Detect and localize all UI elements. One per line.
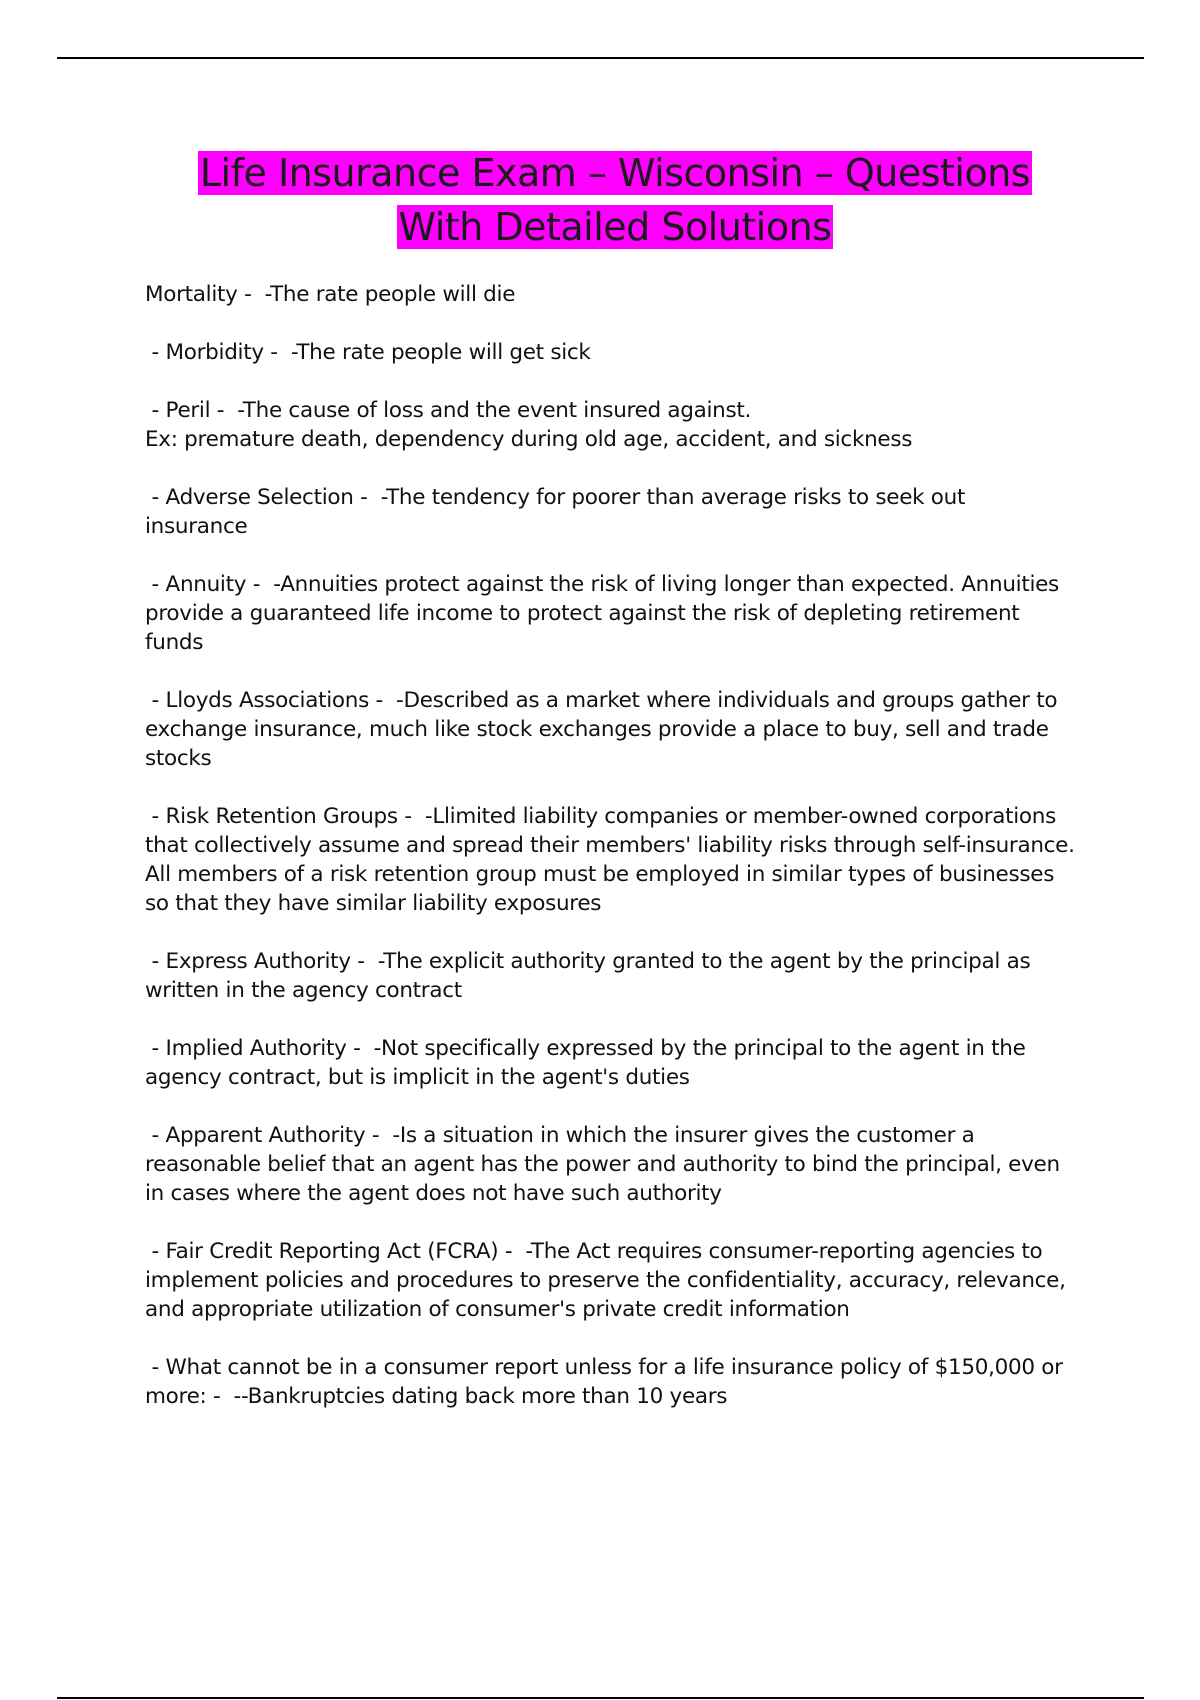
term-entry bbox=[145, 570, 1090, 657]
term-entry bbox=[145, 483, 1090, 541]
entry-line: more: - --Bankruptcies dating back more than 10 years bbox=[145, 1384, 728, 1409]
entry-line: agency contract, but is implicit in the agent's duties bbox=[145, 1065, 690, 1090]
term-entry bbox=[145, 686, 1090, 773]
title-line-1: Life Insurance Exam – Wisconsin – Questions bbox=[199, 151, 1031, 195]
title-line-2: With Detailed Solutions bbox=[398, 205, 832, 249]
entry-line: - Adverse Selection - -The tendency for poorer than average risks to seek out bbox=[145, 485, 966, 510]
entry-line: Mortality - -The rate people will die bbox=[145, 282, 516, 307]
entry-line: insurance bbox=[145, 514, 248, 539]
entry-line: - What cannot be in a consumer report unless for a life insurance policy of $150,000 or bbox=[145, 1355, 1063, 1380]
entry-line: - Express Authority - -The explicit authority granted to the agent by the principal as bbox=[145, 949, 1031, 974]
entry-line: implement policies and procedures to preserve the confidentiality, accuracy, relevance, bbox=[145, 1268, 1066, 1293]
entry-line: stocks bbox=[145, 746, 212, 771]
term-entry bbox=[145, 1353, 1090, 1411]
entry-line: so that they have similar liability exposures bbox=[145, 891, 602, 916]
entry-line: - Risk Retention Groups - -Llimited liability companies or member-owned corporations bbox=[145, 804, 1057, 829]
bottom-rule bbox=[57, 1697, 1144, 1699]
entry-line: Ex: premature death, dependency during old age, accident, and sickness bbox=[145, 427, 913, 452]
entry-line: - Lloyds Associations - -Described as a market where individuals and groups gather to bbox=[145, 688, 1058, 713]
entry-line: provide a guaranteed life income to protect against the risk of depleting retirement bbox=[145, 601, 1020, 626]
document-body bbox=[145, 280, 1090, 1440]
entry-line: All members of a risk retention group must be employed in similar types of businesses bbox=[145, 862, 1055, 887]
entry-line: - Implied Authority - -Not specifically expressed by the principal to the agent in the bbox=[145, 1036, 1026, 1061]
entry-line: - Morbidity - -The rate people will get sick bbox=[145, 340, 591, 365]
entry-line: reasonable belief that an agent has the power and authority to bind the principal, even bbox=[145, 1152, 1060, 1177]
entry-line: - Apparent Authority - -Is a situation in which the insurer gives the customer a bbox=[145, 1123, 975, 1148]
term-entry bbox=[145, 802, 1090, 918]
entry-line: written in the agency contract bbox=[145, 978, 462, 1003]
term-entry bbox=[145, 396, 1090, 454]
top-rule bbox=[57, 57, 1144, 59]
entry-line: - Peril - -The cause of loss and the event insured against. bbox=[145, 398, 752, 423]
term-entry bbox=[145, 947, 1090, 1005]
entry-line: - Annuity - -Annuities protect against the risk of living longer than expected. Annuities bbox=[145, 572, 1059, 597]
term-entry bbox=[145, 1237, 1090, 1324]
term-entry bbox=[145, 338, 1090, 367]
entry-line: exchange insurance, much like stock exchanges provide a place to buy, sell and trade bbox=[145, 717, 1049, 742]
term-entry bbox=[145, 1034, 1090, 1092]
entry-line: funds bbox=[145, 630, 204, 655]
entry-line: and appropriate utilization of consumer's private credit information bbox=[145, 1297, 850, 1322]
term-entry bbox=[145, 280, 1090, 309]
document-title bbox=[100, 146, 1130, 254]
entry-line: in cases where the agent does not have such authority bbox=[145, 1181, 722, 1206]
entry-line: that collectively assume and spread their members' liability risks through self-insurance. bbox=[145, 833, 1075, 858]
term-entry bbox=[145, 1121, 1090, 1208]
entry-line: - Fair Credit Reporting Act (FCRA) - -The Act requires consumer-reporting agencies to bbox=[145, 1239, 1043, 1264]
